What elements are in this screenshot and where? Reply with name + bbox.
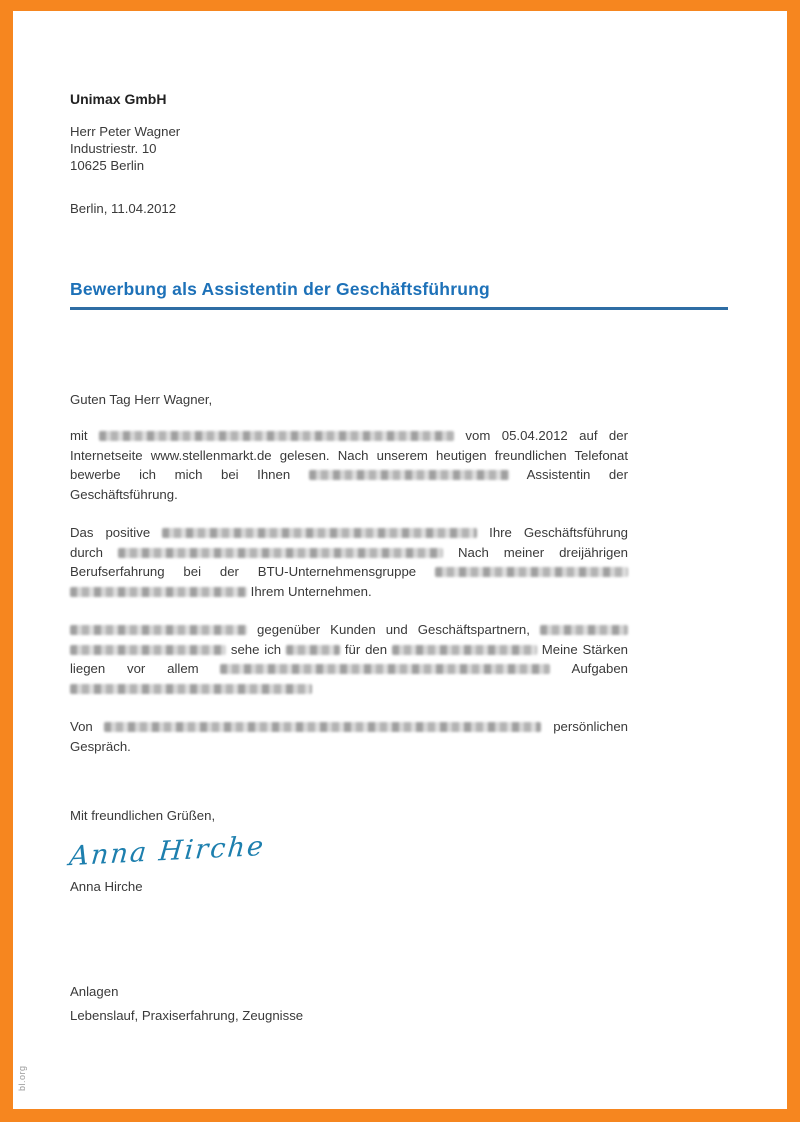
enclosures-list: Lebenslauf, Praxiserfahrung, Zeugnisse [70,1008,304,1023]
redacted-text [392,645,537,655]
redacted-text [309,470,509,480]
redacted-text [104,722,541,732]
sender-company: Unimax GmbH [70,91,167,107]
redacted-text [162,528,477,538]
subject-heading: Bewerbung als Assistentin der Geschäftsführung [70,279,490,299]
redacted-text [286,645,340,655]
date-line: Berlin, 11.04.2012 [70,201,177,216]
recipient-line: Herr Peter Wagner [70,124,181,139]
paragraph: Von persönlichen Gespräch. [70,719,628,754]
paragraph: mit vom 05.04.2012 auf der Internetseite www.stellenmarkt.de gelesen. Nach unserem heutigen freundlichen Telefonat bewerbe ich mich bei Ihnen Assistentin der Geschäftsführung. [70,428,628,502]
redacted-text [70,625,247,635]
recipient-address [70,123,787,174]
handwritten-signature [70,829,787,873]
redacted-text [435,567,628,577]
salutation: Guten Tag Herr Wagner, [70,392,213,407]
recipient-line: Industriestr. 10 [70,141,157,156]
redacted-text [70,684,312,694]
redacted-text [70,587,247,597]
letter-sheet [13,11,787,1109]
paragraph: gegenüber Kunden und Geschäftspartnern, sehe ich für den Meine Stärken liegen vor allem Aufgaben [70,620,628,698]
closing-line: Mit freundlichen Grüßen, [70,808,216,823]
signer-name: Anna Hirche [70,879,143,894]
enclosures-heading: Anlagen [70,984,119,999]
subject-underline [70,307,728,310]
redacted-text [540,625,628,635]
signature-script: Anna Hirche [68,830,267,872]
watermark-text: bl.org [17,1065,27,1091]
redacted-text [70,645,226,655]
letter-body [70,426,628,756]
paragraph: Das positive Ihre Geschäftsführung durch Nach meiner dreijährigen Berufserfahrung bei der BTU-Unternehmensgruppe Ihrem Unternehmen. [70,525,629,599]
redacted-text [118,548,443,558]
recipient-line: 10625 Berlin [70,158,145,173]
redacted-text [99,431,454,441]
redacted-text [220,664,550,674]
